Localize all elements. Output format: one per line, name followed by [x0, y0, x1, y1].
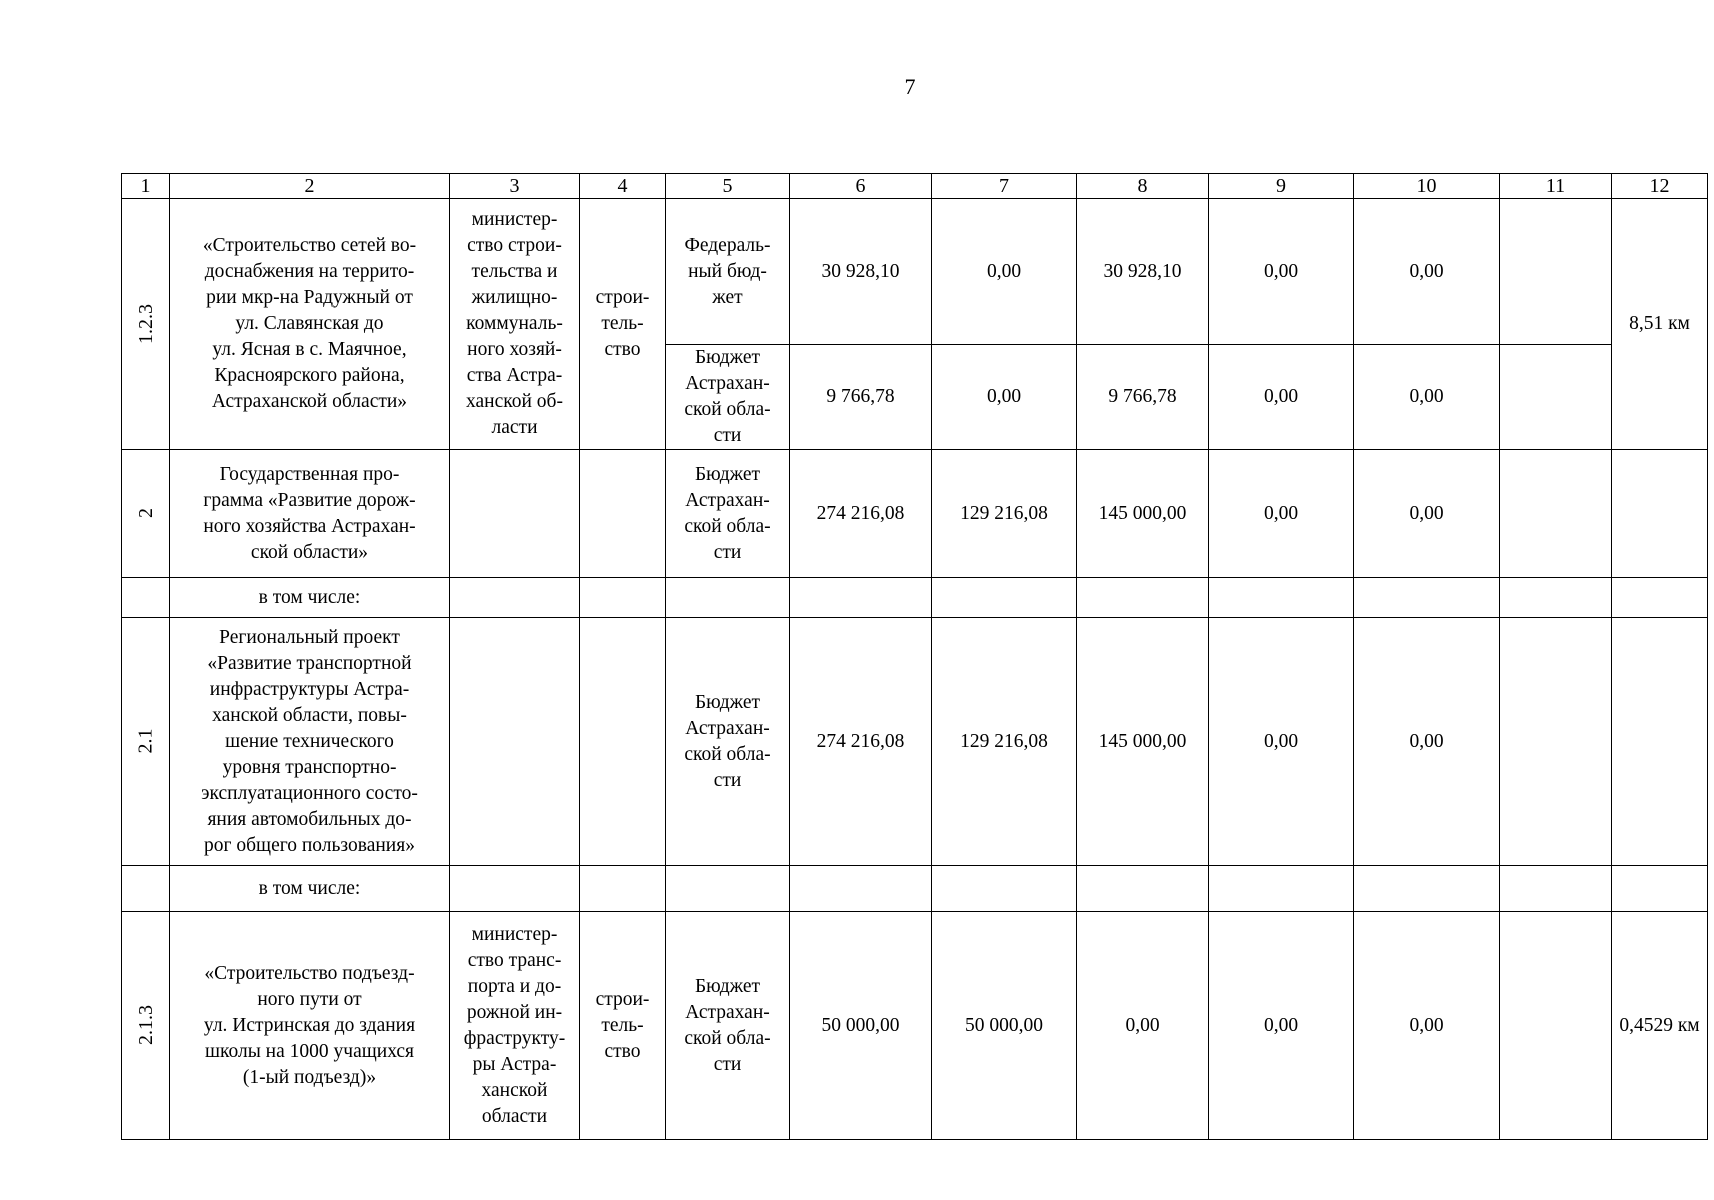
value-cell: 0,00: [1209, 618, 1354, 866]
empty-cell: [790, 866, 932, 912]
funding-source-text: Бюджет Астрахан- ской обла- сти: [684, 691, 771, 791]
work-type-text: строи- тель- ство: [595, 287, 650, 360]
value-cell: 274 216,08: [790, 450, 932, 578]
empty-cell: [580, 450, 666, 578]
value-cell: 9 766,78: [790, 345, 932, 450]
work-type-text: строи- тель- ство: [595, 988, 650, 1062]
empty-cell: [790, 578, 932, 618]
value-cell: 0,00: [932, 345, 1077, 450]
row-number: 1.2.3: [134, 303, 157, 344]
header-cell: 7: [932, 174, 1077, 199]
empty-cell: [1077, 866, 1209, 912]
item-name-cell: [170, 912, 450, 1140]
program-table: [121, 173, 1708, 1140]
table-row: [122, 912, 1708, 1140]
empty-cell: [1500, 912, 1612, 1140]
value-cell: 0,00: [1354, 912, 1500, 1140]
value-cell: 30 928,10: [790, 199, 932, 345]
empty-cell: [1612, 578, 1708, 618]
executor-cell: [450, 199, 580, 450]
empty-cell: [1612, 618, 1708, 866]
row-number: 2.1.3: [134, 1005, 157, 1045]
item-name: Региональный проект «Развитие транспортной инфраструктуры Астра- ханской области, повы- шение технического уровня транспортно- эксплуатационного состо- яния автомобильных до- рог общего пользования»: [201, 626, 418, 856]
empty-cell: [450, 450, 580, 578]
empty-cell: [666, 866, 790, 912]
row-number-cell: [122, 199, 170, 450]
row-number-cell: [122, 618, 170, 866]
empty-cell: [1077, 578, 1209, 618]
header-cell: 10: [1354, 174, 1500, 199]
value-cell: 0,00: [1209, 199, 1354, 345]
header-cell: 8: [1077, 174, 1209, 199]
item-name-cell: [170, 618, 450, 866]
header-cell: 9: [1209, 174, 1354, 199]
funding-source-text: Бюджет Астрахан- ской обла- сти: [684, 975, 771, 1075]
header-cell: 11: [1500, 174, 1612, 199]
empty-cell: [1354, 578, 1500, 618]
table-row: [122, 199, 1708, 345]
executor-text: министер- ство транс- порта и до- рожной ин- фраструкту- ры Астра- ханской области: [463, 923, 566, 1127]
value-cell: 0,00: [1209, 450, 1354, 578]
empty-cell: [932, 866, 1077, 912]
empty-cell: [580, 618, 666, 866]
row-number: 2.1: [134, 728, 157, 754]
value-cell: 129 216,08: [932, 450, 1077, 578]
value-cell: 129 216,08: [932, 618, 1077, 866]
work-type-cell: [580, 199, 666, 450]
value-cell: 30 928,10: [1077, 199, 1209, 345]
empty-cell: [450, 618, 580, 866]
funding-source-cell: [666, 450, 790, 578]
executor-cell: [450, 912, 580, 1140]
empty-cell: [580, 578, 666, 618]
funding-source-cell: [666, 199, 790, 345]
item-name-cell: [170, 450, 450, 578]
funding-source-text: Федераль- ный бюд- жет: [684, 234, 771, 308]
empty-cell: [122, 578, 170, 618]
work-type-cell: [580, 912, 666, 1140]
value-cell: 0,00: [1077, 912, 1209, 1140]
item-name-cell: [170, 199, 450, 450]
item-name: «Строительство сетей во- доснабжения на террито- рии мкр-на Радужный от ул. Славянская до ул. Ясная в с. Маячное, Красноярского района, Астраханской области»: [202, 235, 417, 412]
empty-cell: [450, 866, 580, 912]
header-cell: 4: [580, 174, 666, 199]
funding-source-cell: [666, 618, 790, 866]
empty-cell: [1612, 450, 1708, 578]
funding-source-cell: [666, 345, 790, 450]
empty-cell: [1500, 578, 1612, 618]
empty-cell: [1500, 618, 1612, 866]
header-cell: 1: [122, 174, 170, 199]
page-number: 7: [904, 74, 916, 99]
empty-cell: [932, 578, 1077, 618]
table-row: [122, 578, 1708, 618]
row-number: 2: [134, 508, 157, 518]
executor-text: министер- ство строи- тельства и жилищно- коммуналь- ного хозяй- ства Астра- ханской об- ласти: [466, 209, 563, 438]
value-cell: 9 766,78: [1077, 345, 1209, 450]
table-row: [122, 866, 1708, 912]
funding-source-text: Бюджет Астрахан- ской обла- сти: [684, 463, 771, 563]
empty-cell: [1209, 866, 1354, 912]
value-cell: 0,00: [932, 199, 1077, 345]
table-row: [122, 618, 1708, 866]
subitems-label: в том числе:: [170, 578, 450, 618]
value-cell: 0,00: [1354, 450, 1500, 578]
value-cell: 0,00: [1209, 345, 1354, 450]
table-row: [122, 450, 1708, 578]
subitems-label: в том числе:: [170, 866, 450, 912]
empty-cell: [1500, 199, 1612, 345]
value-cell: 274 216,08: [790, 618, 932, 866]
funding-source-text: Бюджет Астрахан- ской обла- сти: [684, 347, 771, 446]
empty-cell: [1500, 450, 1612, 578]
empty-cell: [122, 866, 170, 912]
header-cell: 12: [1612, 174, 1708, 199]
empty-cell: [1500, 866, 1612, 912]
value-cell: 0,00: [1354, 345, 1500, 450]
value-cell: 0,00: [1209, 912, 1354, 1140]
empty-cell: [1209, 578, 1354, 618]
row-number-cell: [122, 450, 170, 578]
value-cell: 145 000,00: [1077, 618, 1209, 866]
header-cell: 5: [666, 174, 790, 199]
item-name: «Строительство подъезд- ного пути от ул. Истринская до здания школы на 1000 учащихся (1-ый подъезд)»: [203, 962, 416, 1088]
empty-cell: [450, 578, 580, 618]
empty-cell: [1354, 866, 1500, 912]
value-cell: 0,00: [1354, 199, 1500, 345]
funding-source-cell: [666, 912, 790, 1140]
value-cell: 50 000,00: [790, 912, 932, 1140]
empty-cell: [1612, 866, 1708, 912]
value-cell: 0,00: [1354, 618, 1500, 866]
empty-cell: [580, 866, 666, 912]
empty-cell: [1500, 345, 1612, 450]
value-cell: 50 000,00: [932, 912, 1077, 1140]
header-cell: 2: [170, 174, 450, 199]
empty-cell: [666, 578, 790, 618]
result-cell: 8,51 км: [1612, 199, 1708, 450]
row-number-cell: [122, 912, 170, 1140]
result-cell: 0,4529 км: [1612, 912, 1708, 1140]
header-cell: 3: [450, 174, 580, 199]
header-cell: 6: [790, 174, 932, 199]
item-name: Государственная про- грамма «Развитие дорож- ного хозяйства Астрахан- ской области»: [203, 463, 416, 563]
table-header-row: [122, 174, 1708, 199]
value-cell: 145 000,00: [1077, 450, 1209, 578]
